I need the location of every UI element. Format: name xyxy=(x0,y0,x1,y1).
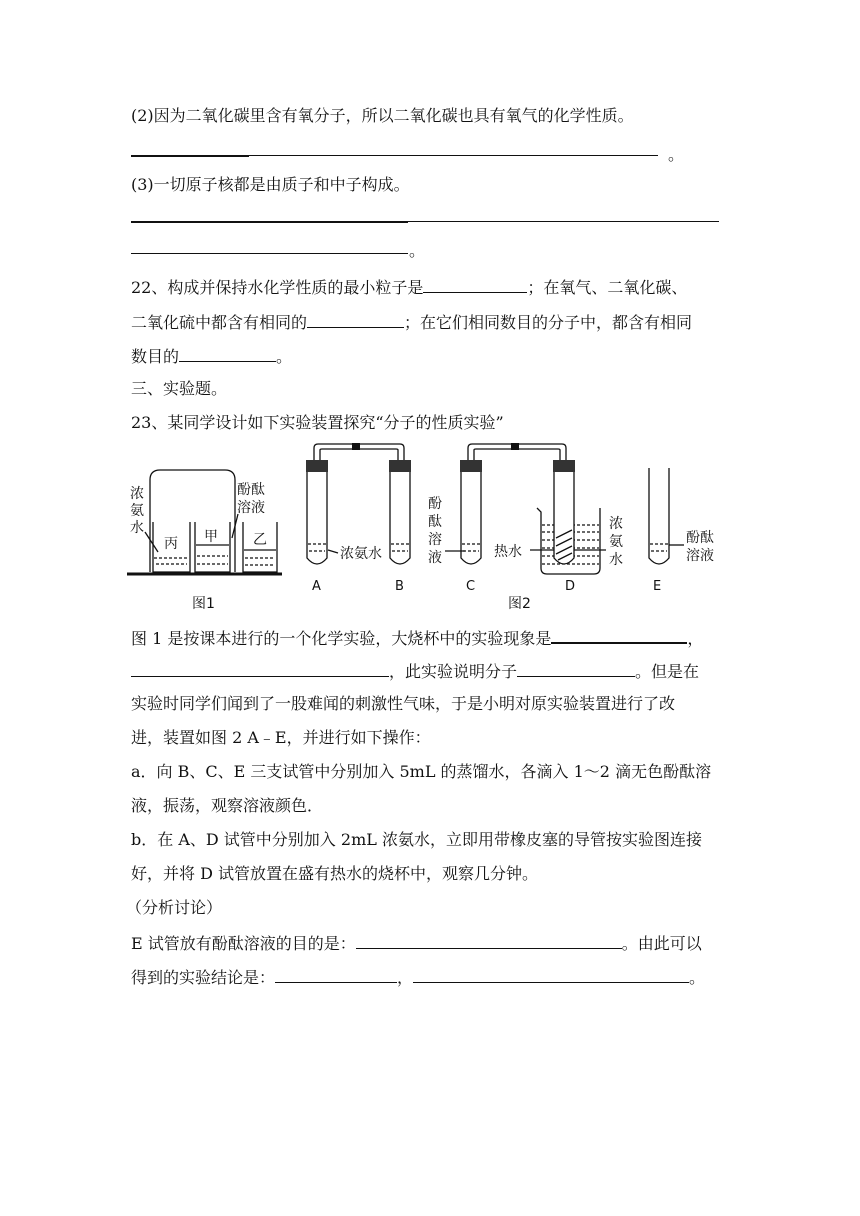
tube-label-d: D xyxy=(565,579,576,594)
q23-paragraph-3: 实验时同学们闻到了一股难闻的刺激性气味，于是小明对原实验装置进行了改 xyxy=(131,694,676,713)
discussion-heading: （分析讨论） xyxy=(126,898,223,917)
tube-label-e: E xyxy=(653,579,662,594)
q23-text: 。 xyxy=(689,968,706,987)
figure-1 xyxy=(127,470,282,612)
rubber-stopper xyxy=(460,460,482,472)
rubber-stopper xyxy=(306,460,328,472)
label-phenolphthalein: 溶液 xyxy=(237,500,265,516)
label-ammonia: 水 xyxy=(130,520,144,536)
q23-paragraph-2 xyxy=(131,660,699,682)
label-phenol-c: 酞 xyxy=(428,514,442,530)
tube-joint xyxy=(352,443,360,450)
answer-blank-underline xyxy=(131,155,249,157)
label-ammonia-d: 水 xyxy=(609,552,623,568)
section-heading: 三、实验题。 xyxy=(131,379,228,398)
answer-blank-line xyxy=(131,253,408,254)
label-phenol-c: 溶 xyxy=(428,532,442,548)
beaker-yi-label: 乙 xyxy=(253,532,267,548)
label-phenol-e: 溶液 xyxy=(686,548,714,564)
test-tube-b xyxy=(390,472,410,564)
label-phenol-c: 液 xyxy=(428,550,442,566)
answer-blank xyxy=(307,311,404,328)
figure-2 xyxy=(306,443,714,612)
q23-text: 得到的实验结论是： xyxy=(131,968,276,987)
q23-title: 23、某同学设计如下实验装置探究“分子的性质实验” xyxy=(131,413,504,432)
q23-text: 图 1 是按课本进行的一个化学实验，大烧杯中的实验现象是 xyxy=(131,629,552,648)
experiment-figures xyxy=(0,440,860,620)
q23-purpose xyxy=(131,932,702,954)
q22-line2 xyxy=(131,311,692,333)
q23-text: E 试管放有酚酞溶液的目的是： xyxy=(131,934,356,953)
q23-text: ， xyxy=(687,629,704,648)
q23-paragraph-4: 进，装置如图 2 A﹣E，并进行如下操作： xyxy=(131,728,431,747)
q21-item3: (3)一切原子核都是由质子和中子构成。 xyxy=(131,175,410,194)
label-ammonia-d: 氨 xyxy=(609,534,623,550)
answer-blank xyxy=(413,966,689,983)
step-b-line-1: b．在 A、D 试管中分别加入 2mL 浓氨水，立即用带橡皮塞的导管按实验图连接 xyxy=(131,830,702,849)
q23-conclusion xyxy=(131,966,705,988)
q22-text: 22、构成并保持水化学性质的最小粒子是 xyxy=(131,278,424,297)
label-ammonia: 浓 xyxy=(130,486,144,502)
q21-item2: (2)因为二氧化碳里含有氧分子，所以二氧化碳也具有氧气的化学性质。 xyxy=(131,106,634,125)
tube-joint xyxy=(511,443,519,450)
label-concentrated-ammonia: 浓氨水 xyxy=(340,546,382,562)
test-tube-c xyxy=(461,472,481,564)
label-ammonia-d: 浓 xyxy=(609,516,623,532)
answer-blank xyxy=(275,966,397,983)
large-beaker xyxy=(150,470,235,572)
q23-text: 。但是在 xyxy=(635,662,700,681)
beaker-jia-label: 甲 xyxy=(204,529,218,545)
answer-blank-line xyxy=(408,221,719,222)
tube-label-c: C xyxy=(466,579,476,594)
answer-blank xyxy=(179,345,276,362)
q21-item2-end: 。 xyxy=(668,145,685,164)
q23-text: ，此实验说明分子 xyxy=(389,662,518,681)
step-a-line-1: a．向 B、C、E 三支试管中分别加入 5mL 的蒸馏水，各滴入 1～2 滴无色酚酞溶 xyxy=(131,762,712,781)
q23-paragraph-1 xyxy=(131,626,703,649)
q22-line3 xyxy=(131,345,292,367)
label-phenol-e: 酚酞 xyxy=(686,530,714,546)
answer-blank-line xyxy=(249,155,658,156)
tube-label-a: A xyxy=(312,579,321,594)
leader-line xyxy=(328,550,338,553)
q22-text: 。 xyxy=(276,347,293,366)
figure-2-caption: 图2 xyxy=(508,596,531,612)
answer-blank xyxy=(517,660,635,677)
answer-blank xyxy=(356,932,622,949)
q23-text: ， xyxy=(397,968,414,987)
q21-item3-end: 。 xyxy=(409,241,426,260)
answer-blank-underline xyxy=(131,221,408,223)
beaker-bing-label: 丙 xyxy=(164,536,178,552)
q22-text: 数目的 xyxy=(131,347,180,366)
answer-blank xyxy=(423,276,527,293)
tube-label-b: B xyxy=(395,579,404,594)
leader-line xyxy=(145,532,158,552)
label-phenolphthalein: 酚酞 xyxy=(237,482,265,498)
label-phenol-c: 酚 xyxy=(428,496,442,512)
q22-text: 二氧化硫中都含有相同的 xyxy=(131,313,308,332)
answer-blank xyxy=(551,626,687,644)
q22-line1 xyxy=(131,276,687,298)
q22-text: ；在氧气、二氧化碳、 xyxy=(527,278,688,297)
label-hot-water: 热水 xyxy=(494,544,522,560)
test-tube-e xyxy=(649,468,669,564)
rubber-stopper xyxy=(389,460,411,472)
rubber-stopper xyxy=(553,460,575,472)
step-a-line-2: 液，振荡，观察溶液颜色． xyxy=(131,796,324,815)
figure-1-caption: 图1 xyxy=(192,596,215,612)
test-tube-a xyxy=(307,472,327,564)
step-b-line-2: 好，并将 D 试管放置在盛有热水的烧杯中，观察几分钟。 xyxy=(131,864,539,883)
q23-text: 。由此可以 xyxy=(621,934,702,953)
q22-text: ；在它们相同数目的分子中，都含有相同 xyxy=(404,313,693,332)
answer-blank xyxy=(131,660,389,677)
label-ammonia: 氨 xyxy=(130,503,144,519)
